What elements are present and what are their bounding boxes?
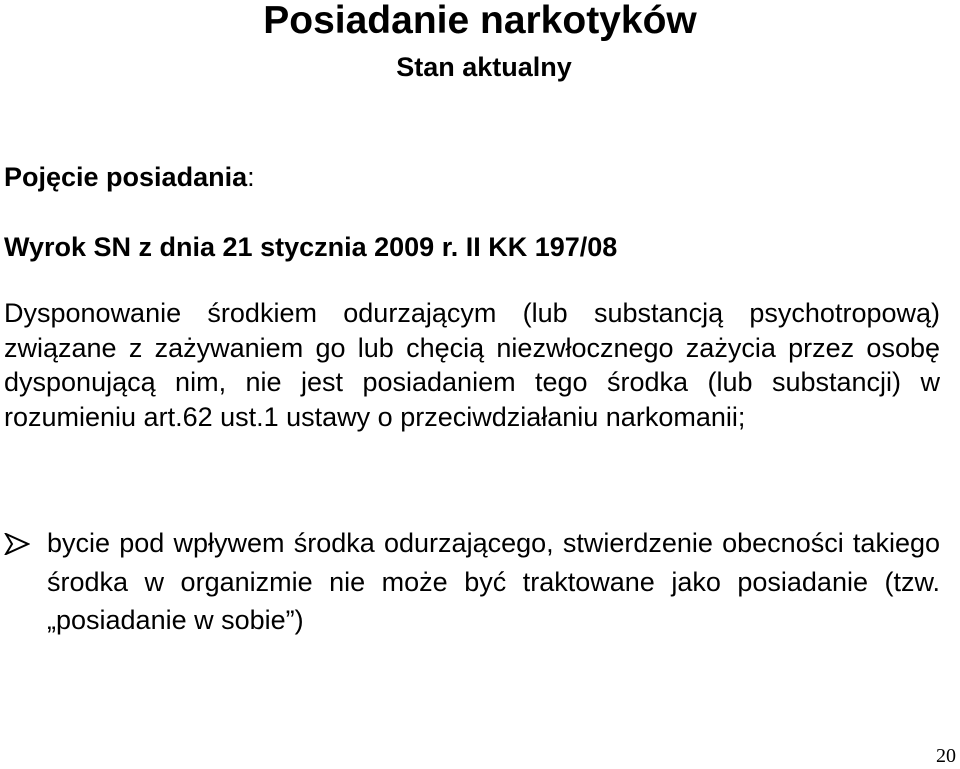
bullet-text: bycie pod wpływem środka odurzającego, stwierdzenie obecności takiego środka w organizmie nie może być traktowane jako posiadanie (tzw. „posiadanie w sobie”) [47, 528, 940, 635]
page-number: 20 [936, 745, 956, 767]
concept-label: Pojęcie posiadania [4, 162, 248, 192]
page-subtitle: Stan aktualny [396, 52, 572, 82]
bullet-item [4, 524, 940, 640]
page-title: Posiadanie narkotyków [263, 0, 697, 42]
concept-heading [4, 160, 255, 194]
concept-colon: : [247, 162, 255, 192]
arrowhead-bullet-icon [4, 533, 30, 555]
ruling-reference: Wyrok SN z dnia 21 stycznia 2009 r. II KK 197/08 [4, 232, 618, 262]
ruling-paragraph: Dysponowanie środkiem odurzającym (lub substancją psychotropową) związane z zażywaniem go lub chęcią niezwłocznego zażycia przez osobę dysponującą nim, nie jest posiadaniem tego środka (lub substancji) w rozumieniu art.62 ust.1 ustawy o przeciwdziałaniu narkomanii; [4, 298, 940, 432]
